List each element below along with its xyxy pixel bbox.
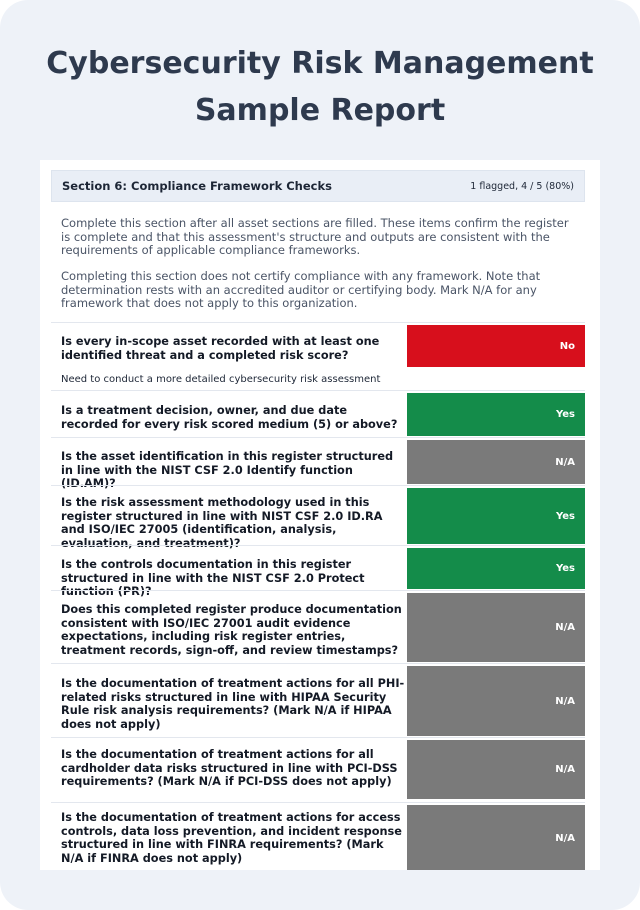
- question-row: [51, 437, 585, 490]
- question-text: Is the risk assessment methodology used in this register structured in line with NIST CSF 2.0 ID.RA and ISO/IEC 27005 (identification, analysis, evaluation, and treatment)?: [61, 496, 383, 550]
- question-row: [51, 590, 585, 663]
- question-row: [51, 737, 585, 802]
- question-text: Is the documentation of treatment actions for all cardholder data risks structured in line with PCI-DSS requirements? (Mark N/A if PCI-DSS does not apply): [61, 748, 398, 788]
- answer-na-button[interactable]: N/A: [407, 666, 585, 736]
- question-row: [51, 663, 585, 737]
- answer-no-button[interactable]: No: [407, 325, 585, 367]
- title-line-1: Cybersecurity Risk Management: [46, 46, 594, 81]
- answer-na-button[interactable]: N/A: [407, 593, 585, 662]
- section-intro-paragraph-1: Complete this section after all asset sections are filled. These items confirm the register is complete and that this assessment's structure and outputs are consistent with the requirements of applicable compliance frameworks.: [61, 216, 569, 257]
- question-text: Does this completed register produce documentation consistent with ISO/IEC 27001 audit evidence expectations, including risk register entries, treatment records, sign-off, and review timestamps?: [61, 603, 402, 657]
- question-note: Need to conduct a more detailed cybersecurity risk assessment: [61, 374, 381, 385]
- answer-yes-button[interactable]: Yes: [407, 393, 585, 436]
- answer-na-button[interactable]: N/A: [407, 805, 585, 870]
- answer-na-button[interactable]: N/A: [407, 740, 585, 799]
- question-row: [51, 390, 585, 437]
- answer-yes-button[interactable]: Yes: [407, 488, 585, 544]
- question-row: [51, 485, 585, 550]
- section-title: Section 6: Compliance Framework Checks: [62, 179, 332, 193]
- question-text: Is the controls documentation in this register structured in line with the NIST CSF 2.0 Protect function (PR)?: [61, 558, 365, 598]
- section-status: 1 flagged, 4 / 5 (80%): [470, 180, 574, 192]
- question-text: Is the documentation of treatment actions for all PHI-related risks structured in line with HIPAA Security Rule risk analysis requirements? (Mark N/A if HIPAA does not apply): [61, 677, 405, 731]
- answer-na-button[interactable]: N/A: [407, 440, 585, 484]
- page-title: [0, 40, 640, 134]
- question-row: [51, 802, 585, 870]
- question-text: Is the documentation of treatment actions for access controls, data loss prevention, and incident response structured in line with FINRA requirements? (Mark N/A if FINRA does not apply): [61, 811, 402, 865]
- question-text: Is the asset identification in this register structured in line with the NIST CSF 2.0 Identify function (ID.AM)?: [61, 450, 394, 490]
- question-text: Is a treatment decision, owner, and due date recorded for every risk scored medium (5) or above?: [61, 404, 398, 431]
- section-intro-paragraph-2: Completing this section does not certify compliance with any framework. Note that determination rests with an accredited auditor or certifying body. Mark N/A for any framework that does not apply to this organization.: [61, 269, 541, 310]
- report-card: [40, 160, 600, 870]
- section-header: [51, 170, 585, 202]
- question-row: [51, 545, 585, 598]
- question-text: Is every in-scope asset recorded with at least one identified threat and a completed risk score?: [61, 335, 380, 362]
- answer-yes-button[interactable]: Yes: [407, 548, 585, 589]
- title-line-2: Sample Report: [194, 93, 446, 128]
